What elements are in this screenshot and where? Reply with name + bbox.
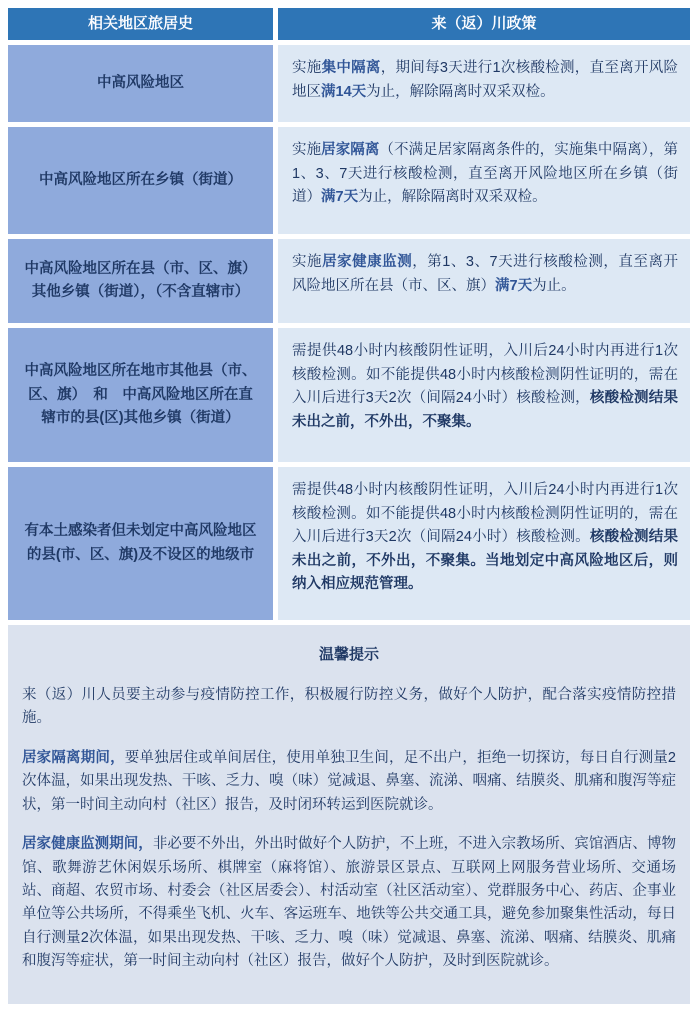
history-cell xyxy=(8,45,273,122)
notice-title: 温馨提示 xyxy=(318,646,379,664)
text-segment: 为止，解除隔离时双采双检。 xyxy=(366,83,555,100)
policy-table xyxy=(8,8,690,620)
text-segment: 要单独居住或单间居住，使用单独卫生间，足不出户，拒绝一切探访，每日自行测量2次体温，如果出现发热、干咳、乏力、嗅（味）觉减退、鼻塞、流涕、咽痛、结膜炎、肌痛和腹泻等症状，第一时间主动向村（社区）报告，及时闭环转运到医院就诊。 xyxy=(22,749,677,813)
text-segment: （不满足居家隔离条件的，实施集中隔离），第1、3、7天进行核酸检测，直至离开风险地区所在乡镇（街道） xyxy=(292,142,679,206)
text-segment: 满7天 xyxy=(495,277,533,294)
notice-paragraph xyxy=(22,684,676,731)
text-segment: 来（返）川人员要主动参与疫情防控工作，积极履行防控义务，做好个人防护，配合落实疫情防控措施。 xyxy=(22,686,676,727)
history-text: 有本土感染者但未划定中高风险地区的县(市、区、旗)及不设区的地级市 xyxy=(24,523,257,563)
text-segment: 需提供48小时内核酸阴性证明，入川后24小时内再进行1次核酸检测。如不能提供48小时内核酸检测阴性证明的，需在入川后进行3天2次（间隔24小时）核酸检测， xyxy=(292,343,678,407)
text-segment: 为止。 xyxy=(532,277,576,294)
text-segment: 实施 xyxy=(292,142,322,159)
text-segment: 核酸检测结果未出之前，不外出，不聚集。当地划定中高风险地区后，则纳入相应规范管理。 xyxy=(292,529,678,593)
text-segment: 实施 xyxy=(292,254,323,271)
notice-section xyxy=(8,625,690,1004)
text-segment: 核酸检测结果未出之前，不外出，不聚集。 xyxy=(292,390,678,430)
history-cell xyxy=(8,127,273,234)
text-segment: 满14天 xyxy=(321,83,367,100)
history-cell xyxy=(8,328,273,462)
policy-cell xyxy=(278,127,690,234)
history-text: 中高风险地区所在县（市、区、旗）其他乡镇（街道），（不含直辖市） xyxy=(24,260,257,301)
history-cell xyxy=(8,467,273,620)
text-segment: 居家隔离 xyxy=(321,142,380,159)
notice-paragraph xyxy=(22,833,676,974)
policy-cell xyxy=(278,45,690,122)
text-segment: 非必要不外出，外出时做好个人防护，不上班，不进入宗教场所、宾馆酒店、博物馆、歌舞游艺休闲娱乐场所、棋牌室（麻将馆）、旅游景区景点、互联网上网服务营业场所、交通场站、商超、农贸市场、村委会（社区居委会）、村活动室（社区活动室）、党群服务中心、药店、企事业单位等公共场所，不得乘坐飞机、火车、客运班车、地铁等公共交通工具，避免参加聚集性活动，每日自行测量2次体温，如果出现发热、干咳、乏力、嗅（味）觉减退、鼻塞、流涕、咽痛、结膜炎、肌痛和腹泻等症状，第一时间主动向村（社区）报告，做好个人防护，及时到医院就诊。 xyxy=(22,836,677,970)
history-cell xyxy=(8,239,273,323)
policy-cell xyxy=(278,328,690,462)
text-segment: 需提供48小时内核酸阴性证明，入川后24小时内再进行1次核酸检测。如不能提供48小时内核酸检测阴性证明的，需在入川后进行3天2次（间隔24小时）核酸检测。 xyxy=(292,482,678,546)
text-segment: 居家隔离期间， xyxy=(22,749,125,766)
text-segment: 满7天 xyxy=(321,189,359,206)
column-header-policy: 来（返）川政策 xyxy=(278,8,690,40)
policy-cell xyxy=(278,467,690,620)
text-segment: 集中隔离 xyxy=(321,60,381,77)
text-segment: 居家健康监测 xyxy=(322,254,413,271)
text-segment: 居家健康监测期间， xyxy=(22,836,153,853)
text-segment: ，第1、3、7天进行核酸检测，直至离开风险地区所在县（市、区、旗） xyxy=(292,254,678,294)
text-segment: 实施 xyxy=(292,60,322,77)
text-segment: 为止，解除隔离时双采双检。 xyxy=(358,189,547,206)
notice-paragraph xyxy=(22,747,676,817)
policy-cell xyxy=(278,239,690,323)
history-text: 中高风险地区所在地市其他县（市、区、旗） 和 中高风险地区所在直辖市的县(区)其他乡镇（街道） xyxy=(24,363,257,427)
column-header-history: 相关地区旅居史 xyxy=(8,8,273,40)
text-segment: ，期间每3天进行1次核酸检测，直至离开风险地区 xyxy=(292,60,679,100)
history-text: 中高风险地区 xyxy=(97,75,184,92)
history-text: 中高风险地区所在乡镇（街道） xyxy=(39,172,242,189)
notice-paragraphs xyxy=(22,684,676,974)
